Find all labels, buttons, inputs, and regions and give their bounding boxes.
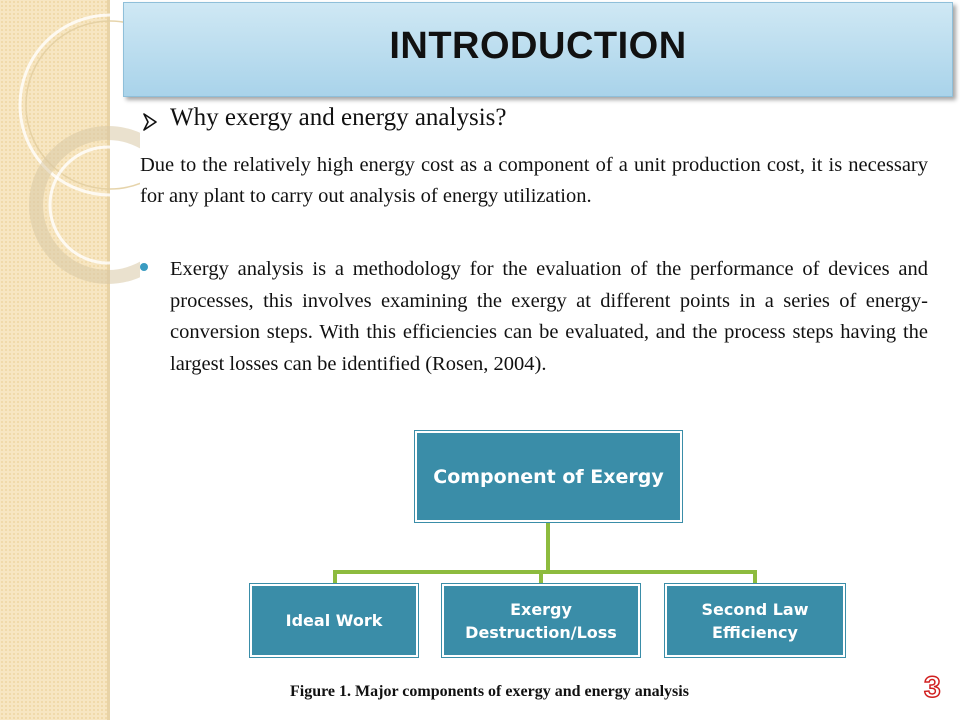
- node-component-of-exergy: Component of Exergy: [415, 431, 682, 522]
- bullet-paragraph: Exergy analysis is a methodology for the evaluation of the performance of devices and processes, this involves examining the exergy at different points in a series of energy-conversion steps. With this efficiencies can be evaluated, and the process steps having the largest losses can be identified (Rosen, 2004).: [170, 258, 928, 375]
- page-number: 3: [924, 671, 941, 704]
- slide-title: INTRODUCTION: [389, 25, 687, 67]
- figure-caption: Figure 1. Major components of exergy and energy analysis: [290, 683, 689, 700]
- node-exergy-destruction: Exergy Destruction/Loss: [442, 584, 640, 657]
- node-ideal-work: Ideal Work: [250, 584, 418, 657]
- intro-paragraph: Due to the relatively high energy cost as a component of a unit production cost, it is necessary for any plant to carry out analysis of energy utilization.: [140, 154, 928, 207]
- question-heading: Why exergy and energy analysis?: [170, 104, 507, 131]
- node-second-law-efficiency: Second Law Efficiency: [665, 584, 845, 657]
